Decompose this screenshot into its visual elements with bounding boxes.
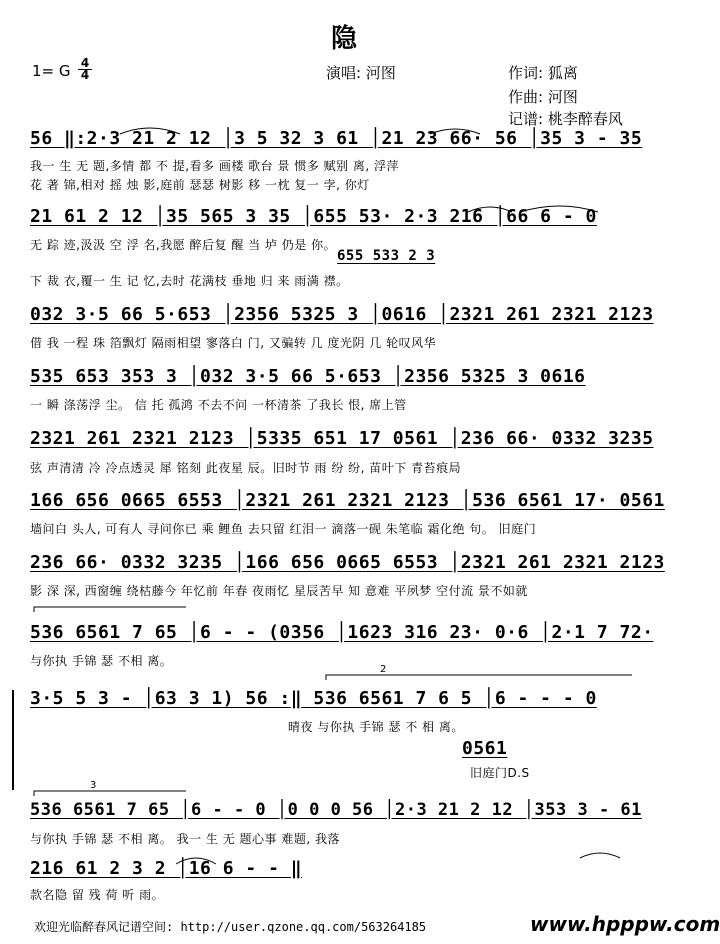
lyric-line-7: 影 深 深, 西窗缠 绕枯藤今 年忆前 年春 夜雨忆 星辰苦早 知 意难 平夙梦 空付流 景不如就 bbox=[30, 584, 528, 598]
score-row-2: 21 61 2 12 │35 565 3 35 │655 53· 2·3 216 │66 6 - 0 bbox=[30, 206, 597, 227]
lyric-line-2a: 无 踪 迹,汲汲 空 浮 名,我愿 醉后复 醒 当 垆 仍是 你。 bbox=[30, 238, 337, 252]
lyric-line-4: 一 瞬 涤荡浮 尘。 信 托 孤鸿 不去不问 一杯清茶 了我长 恨, 席上管 bbox=[30, 398, 407, 412]
volta-2-label: 2 bbox=[380, 664, 387, 675]
score-row-5: 2321 261 2321 2123 │5335 651 17 0561 │236 66· 0332 3235 bbox=[30, 428, 654, 449]
song-title: 隐 bbox=[330, 24, 357, 54]
score-row-1: 56 ‖:2·3 21 2 12 │3 5 32 3 61 │21 23 66· 56 │35 3 - 35 bbox=[30, 128, 643, 149]
time-signature-top: 4 bbox=[80, 56, 90, 70]
lyric-line-10: 与你执 手锦 瑟 不相 离。 我一 生 无 题心事 难题, 我落 bbox=[30, 832, 340, 846]
score-row-11: 216 61 2 3 2 │16 6 - - ‖ bbox=[30, 858, 303, 879]
singer-credit: 演唱: 河图 bbox=[326, 64, 396, 82]
lyric-line-6: 墙问白 头人, 可有人 寻问你已 乘 鲤鱼 去只留 红泪一 滴落一砚 朱笔临 霜化绝 句。 旧庭门 bbox=[30, 522, 537, 536]
lyric-line-5: 弦 声清清 冷 冷点透灵 犀 铭刻 此夜星 辰。旧时节 雨 纷 纷, 苗叶下 青苔痕局 bbox=[30, 461, 462, 475]
lyric-line-11: 款名隐 留 残 荷 听 雨。 bbox=[30, 888, 165, 902]
score-row-3: 032 3·5 66 5·653 │2356 5325 3 │0616 │2321 261 2321 2123 bbox=[30, 304, 654, 325]
lyric-line-8: 与你执 手锦 瑟 不相 离。 bbox=[30, 654, 173, 668]
coda-label: 旧庭门D.S bbox=[470, 766, 530, 780]
time-signature-bottom: 4 bbox=[78, 69, 92, 81]
score-row-6: 166 656 0665 6553 │2321 261 2321 2123 │536 6561 17· 0561 bbox=[30, 490, 665, 511]
score-row-8: 536 6561 7 65 │6 - - (0356 │1623 316 23· 0·6 │2·1 7 72· bbox=[30, 622, 654, 643]
lyric-line-1b: 花 著 锦,相对 摇 烛 影,庭前 瑟瑟 树影 移 一枕 复一 孛, 你灯 bbox=[30, 178, 370, 192]
composer-credit: 作曲: 河图 bbox=[508, 88, 578, 106]
lyric-line-9: 晴夜 与你执 手锦 瑟 不 相 离。 bbox=[288, 720, 464, 734]
key-signature: 1= G bbox=[32, 62, 71, 80]
coda-notes: 0561 bbox=[462, 738, 508, 759]
lyricist-credit: 作词: 狐离 bbox=[508, 64, 578, 82]
lyric-line-3: 借 我 一程 珠 箔飘灯 隔雨相望 寥落白 门, 又骗转 几 度光阴 几 轮叹风华 bbox=[30, 336, 437, 350]
lyric-line-1a: 我一 生 无 题,多情 都 不 提,看多 画楼 歌台 景 惯多 赋别 离, 浮萍 bbox=[30, 159, 400, 173]
volta-3-label: 3 bbox=[90, 780, 97, 791]
lyric-line-2b: 下 裁 衣,覆一 生 记 忆,去时 花满枝 垂地 归 来 雨满 襟。 bbox=[30, 274, 349, 288]
footer-text: 欢迎光临醉春风记谱空间: http://user.qzone.qq.com/563264185 bbox=[34, 920, 427, 934]
score-row-9: 3·5 5 3 - │63 3 1) 56 :‖ 536 6561 7 6 5 │6 - - - 0 bbox=[30, 688, 597, 709]
score-row-10: 536 6561 7 65 │6 - - 0 │0 0 0 56 │2·3 21 2 12 │353 3 - 61 bbox=[30, 800, 642, 820]
site-watermark: www.hpppw.com bbox=[530, 912, 720, 936]
score-row-7: 236 66· 0332 3235 │166 656 0665 6553 │2321 261 2321 2123 bbox=[30, 552, 665, 573]
transcriber-credit: 记谱: 桃李醉春风 bbox=[508, 110, 623, 128]
score-row-2-variant: 655 533 2 3 bbox=[337, 248, 436, 264]
score-row-4: 535 653 353 3 │032 3·5 66 5·653 │2356 5325 3 0616 bbox=[30, 366, 586, 387]
